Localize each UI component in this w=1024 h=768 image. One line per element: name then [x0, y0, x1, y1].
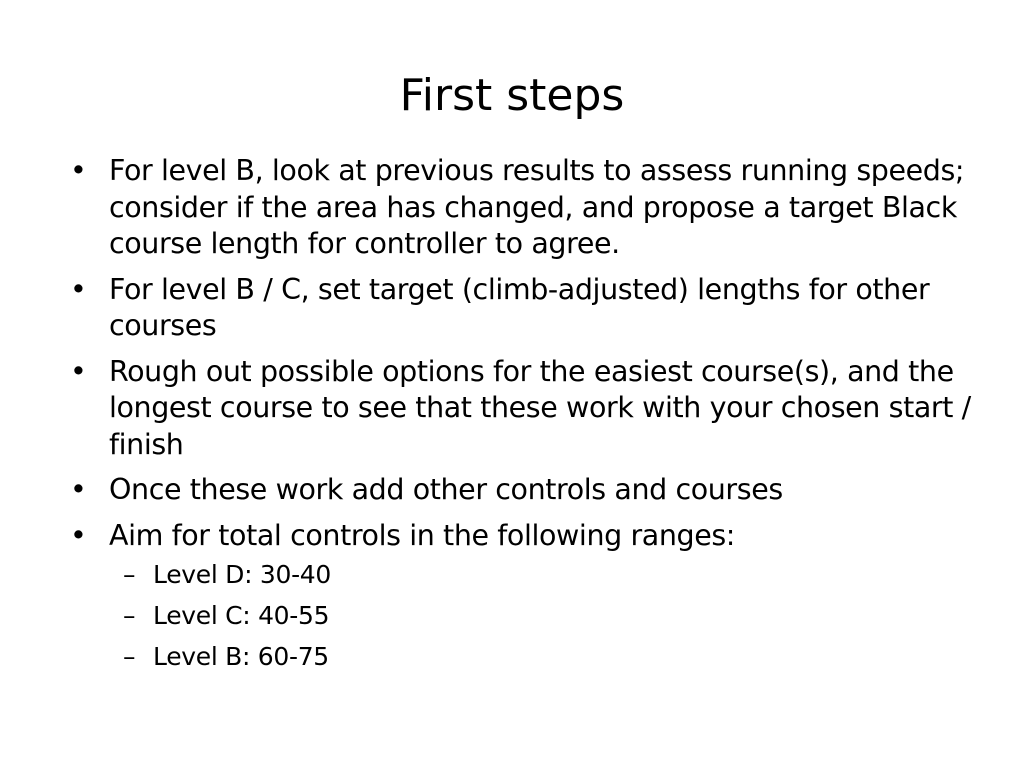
sub-bullet-item — [109, 560, 980, 590]
sub-bullet-marker: – — [123, 601, 136, 630]
bullet-marker: • — [70, 518, 87, 552]
bullet-marker: • — [70, 154, 87, 187]
bullet-text: Rough out possible options for the easiest course(s), and the longest course to see that these work with your chosen start / finish — [109, 354, 971, 461]
slide-title: First steps — [399, 70, 625, 121]
bullet-item — [70, 472, 980, 509]
bullet-text: Aim for total controls in the following ranges: — [109, 518, 735, 552]
sub-bullet-marker: – — [123, 560, 136, 589]
sub-bullet-item — [109, 601, 980, 631]
bullet-item — [70, 518, 980, 673]
sub-bullet-text: Level B: 60-75 — [153, 642, 329, 671]
bullet-text: For level B / C, set target (climb-adjusted) lengths for other courses — [109, 272, 930, 342]
bullet-item — [70, 272, 980, 345]
bullet-text: For level B, look at previous results to assess running speeds; consider if the area has changed, and propose a target Black course length for controller to agree. — [109, 154, 965, 260]
sub-bullet-marker: – — [123, 642, 136, 671]
sub-bullet-item — [109, 642, 980, 672]
bullet-marker: • — [70, 354, 87, 388]
sub-bullet-text: Level C: 40-55 — [153, 601, 330, 630]
sub-bullet-text: Level D: 30-40 — [153, 560, 332, 589]
bullet-marker: • — [70, 272, 87, 306]
bullet-text: Once these work add other controls and courses — [109, 473, 783, 506]
bullet-list — [70, 153, 980, 683]
bullet-marker: • — [70, 473, 87, 506]
sub-bullet-list — [109, 560, 980, 672]
bullet-item — [70, 153, 980, 263]
bullet-item — [70, 354, 980, 464]
